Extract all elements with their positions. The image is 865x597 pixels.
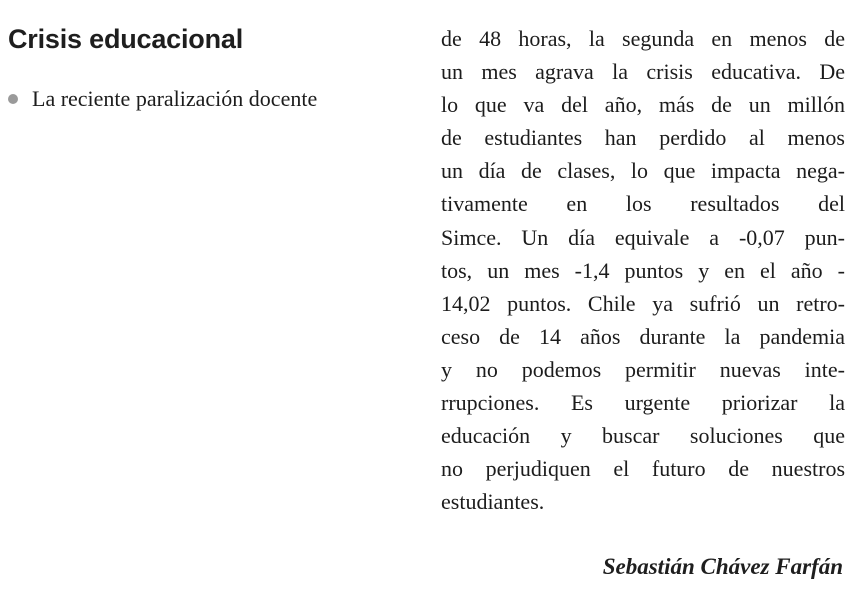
body-line: y no podemos permitir nuevas inte-	[441, 356, 845, 382]
bullet-icon	[8, 94, 18, 104]
body-line: 14,02 puntos. Chile ya sufrió un retro-	[441, 290, 845, 316]
body-line: tivamente en los resultados del	[441, 191, 845, 217]
author-signature: Sebastián Chávez Farfán	[602, 554, 843, 579]
body-line: tos, un mes -1,4 puntos y en el año -	[441, 257, 845, 283]
body-line: lo que va del año, más de un millón	[441, 92, 845, 118]
body-line: Simce. Un día equivale a -0,07 pun-	[441, 224, 845, 250]
body-line: no perjudiquen el futuro de nuestros	[441, 456, 845, 482]
body-line: estudiantes.	[441, 489, 545, 515]
body-line: de estudiantes han perdido al menos	[441, 125, 845, 151]
article-body	[441, 22, 845, 518]
lead-text: La reciente paralización docente	[32, 86, 318, 111]
body-line: rrupciones. Es urgente priorizar la	[441, 390, 845, 416]
lead-paragraph	[8, 82, 408, 115]
article-heading: Crisis educacional	[8, 24, 243, 54]
body-line: de 48 horas, la segunda en menos de	[441, 26, 845, 51]
body-line: ceso de 14 años durante la pandemia	[441, 323, 845, 349]
body-line: un mes agrava la crisis educativa. De	[441, 59, 845, 85]
body-line: educación y buscar soluciones que	[441, 423, 845, 449]
left-column	[8, 22, 408, 115]
body-line: un día de clases, lo que impacta nega-	[441, 158, 845, 184]
